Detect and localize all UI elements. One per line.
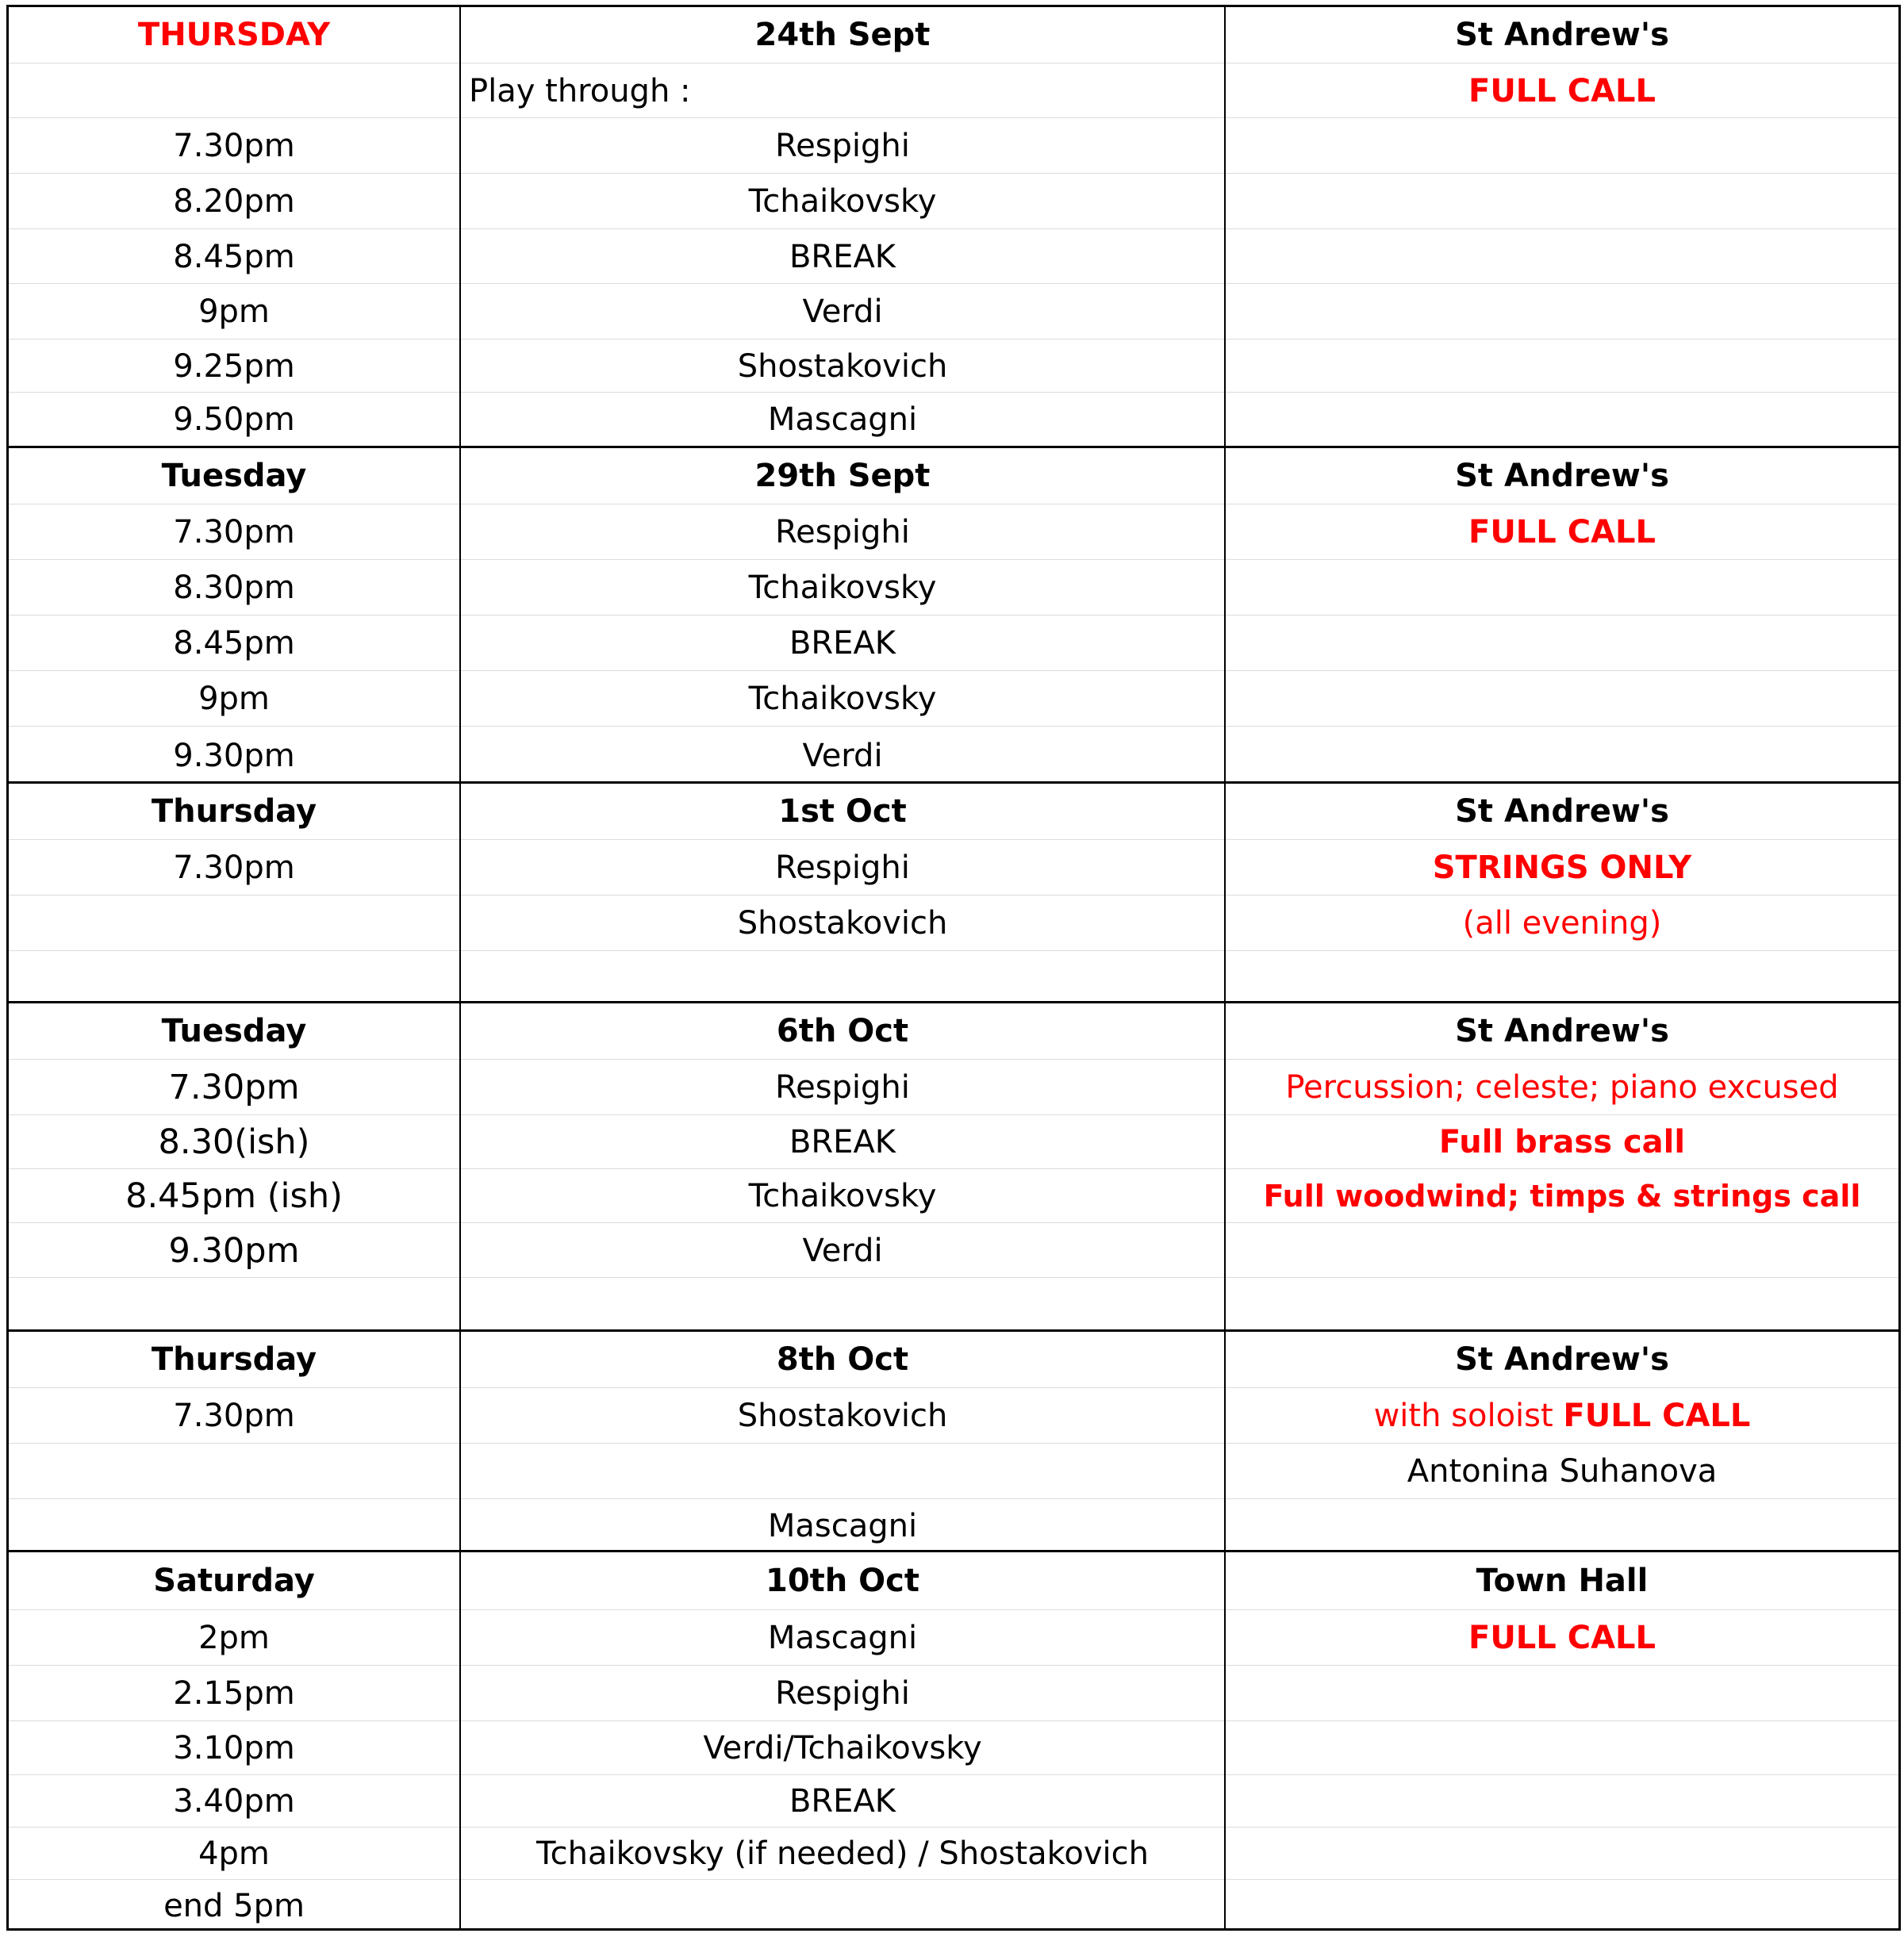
time-cell: 7.30pm bbox=[173, 1398, 295, 1434]
piece-cell: Respighi bbox=[775, 1069, 910, 1106]
time-cell: 8.30(ish) bbox=[158, 1122, 310, 1162]
time-cell: 8.45pm (ish) bbox=[125, 1176, 343, 1216]
table-row bbox=[9, 1114, 1898, 1169]
table-row bbox=[9, 1879, 1898, 1931]
table-row bbox=[9, 1222, 1898, 1278]
day-label: Saturday bbox=[153, 1563, 315, 1599]
table-row bbox=[9, 615, 1898, 671]
time-cell: end 5pm bbox=[163, 1887, 305, 1924]
table-row bbox=[9, 504, 1898, 560]
call-label: STRINGS ONLY bbox=[1432, 850, 1692, 886]
time-cell: 7.30pm bbox=[173, 514, 295, 550]
schedule-section-4 bbox=[9, 1001, 1898, 1332]
table-row bbox=[9, 339, 1898, 393]
venue-label: St Andrew's bbox=[1455, 1341, 1669, 1378]
table-row bbox=[9, 1498, 1898, 1553]
table-row bbox=[9, 1552, 1898, 1609]
table-row bbox=[9, 1059, 1898, 1115]
day-label: Tuesday bbox=[161, 1013, 307, 1049]
table-row bbox=[9, 726, 1898, 784]
piece-cell: Verdi/Tchaikovsky bbox=[703, 1730, 982, 1766]
piece-cell: Respighi bbox=[775, 514, 910, 550]
day-label: THURSDAY bbox=[137, 17, 331, 53]
venue-label: St Andrew's bbox=[1455, 1013, 1669, 1049]
time-cell: 9pm bbox=[198, 681, 270, 717]
soloist-name: Antonina Suhanova bbox=[1407, 1453, 1718, 1490]
piece-cell: Tchaikovsky bbox=[748, 681, 937, 717]
time-cell: 3.40pm bbox=[173, 1783, 295, 1820]
soloist-call bbox=[1226, 1388, 1898, 1444]
call-note: Percussion; celeste; piano excused bbox=[1285, 1069, 1839, 1106]
call-prefix: with soloist bbox=[1373, 1398, 1564, 1434]
schedule-section-3 bbox=[9, 781, 1898, 1003]
piece-cell: Tchaikovsky (if needed) / Shostakovich bbox=[536, 1835, 1150, 1872]
piece-cell: Tchaikovsky bbox=[748, 183, 937, 220]
column-divider bbox=[459, 7, 461, 1928]
time-cell: 4pm bbox=[198, 1835, 270, 1872]
venue-label: Town Hall bbox=[1476, 1563, 1649, 1599]
call-note: Full woodwind; timps & strings call bbox=[1263, 1179, 1861, 1214]
time-cell: 2pm bbox=[198, 1620, 270, 1656]
piece-cell: Verdi bbox=[802, 737, 883, 774]
date-label: 1st Oct bbox=[778, 793, 907, 830]
table-row bbox=[9, 1720, 1898, 1775]
table-row bbox=[9, 784, 1898, 839]
intro-text: Play through : bbox=[469, 72, 691, 109]
piece-cell: Mascagni bbox=[767, 401, 918, 438]
table-row bbox=[9, 1609, 1898, 1666]
table-row bbox=[9, 228, 1898, 284]
piece-cell: BREAK bbox=[789, 1124, 896, 1160]
piece-cell: BREAK bbox=[789, 238, 896, 275]
table-row bbox=[9, 1277, 1898, 1333]
call-note: (all evening) bbox=[1462, 905, 1662, 942]
piece-cell: Shostakovich bbox=[737, 1398, 948, 1434]
table-row bbox=[9, 1332, 1898, 1387]
table-row bbox=[9, 1665, 1898, 1721]
table-row bbox=[9, 1003, 1898, 1059]
piece-cell bbox=[461, 1880, 1224, 1931]
time-cell: 8.20pm bbox=[173, 183, 295, 220]
schedule-section-6 bbox=[9, 1550, 1898, 1931]
date-label: 6th Oct bbox=[776, 1013, 909, 1049]
table-row bbox=[9, 1827, 1898, 1880]
time-cell: 8.45pm bbox=[173, 625, 295, 662]
table-row bbox=[9, 839, 1898, 896]
date-label: 8th Oct bbox=[776, 1341, 909, 1378]
time-cell bbox=[9, 896, 459, 951]
venue-label: St Andrew's bbox=[1455, 793, 1669, 830]
schedule-section-2 bbox=[9, 446, 1898, 784]
table-row bbox=[9, 283, 1898, 339]
piece-cell: Verdi bbox=[802, 1232, 883, 1269]
rehearsal-schedule-table bbox=[6, 5, 1901, 1931]
day-label: Thursday bbox=[151, 1341, 317, 1378]
call-label: FULL CALL bbox=[1468, 514, 1656, 550]
table-row bbox=[9, 7, 1898, 63]
schedule-section-1 bbox=[9, 7, 1898, 446]
day-label: Tuesday bbox=[161, 458, 307, 494]
time-cell: 8.45pm bbox=[173, 238, 295, 275]
time-cell: 9pm bbox=[198, 293, 270, 330]
table-row bbox=[9, 117, 1898, 174]
date-label: 10th Oct bbox=[765, 1563, 920, 1599]
schedule-section-5 bbox=[9, 1329, 1898, 1552]
piece-cell: Tchaikovsky bbox=[748, 570, 937, 606]
piece-cell: Mascagni bbox=[767, 1620, 918, 1656]
table-row bbox=[9, 670, 1898, 727]
time-cell: 9.50pm bbox=[173, 401, 295, 438]
time-cell: 9.30pm bbox=[173, 737, 295, 774]
table-row bbox=[9, 1774, 1898, 1828]
table-row bbox=[9, 1168, 1898, 1223]
table-row bbox=[9, 173, 1898, 229]
piece-cell: Respighi bbox=[775, 850, 910, 886]
time-cell: 9.25pm bbox=[173, 347, 295, 385]
piece-cell: Verdi bbox=[802, 293, 883, 330]
table-row bbox=[9, 392, 1898, 447]
date-label: 24th Sept bbox=[754, 17, 931, 53]
table-row bbox=[9, 63, 1898, 118]
piece-cell: BREAK bbox=[789, 625, 896, 662]
venue-label: St Andrew's bbox=[1455, 17, 1669, 53]
table-row bbox=[9, 448, 1898, 504]
piece-cell: Respighi bbox=[775, 1675, 910, 1712]
call-label: FULL CALL bbox=[1468, 72, 1656, 109]
table-row bbox=[9, 1443, 1898, 1499]
piece-cell: Shostakovich bbox=[737, 905, 948, 942]
table-row bbox=[9, 559, 1898, 616]
time-cell: 7.30pm bbox=[173, 128, 295, 164]
time-cell: 7.30pm bbox=[173, 850, 295, 886]
table-row bbox=[9, 950, 1898, 1004]
time-cell: 7.30pm bbox=[168, 1068, 300, 1107]
call-label: FULL CALL bbox=[1563, 1398, 1751, 1434]
piece-cell: BREAK bbox=[789, 1783, 896, 1820]
venue-label: St Andrew's bbox=[1455, 458, 1669, 494]
table-row bbox=[9, 895, 1898, 951]
call-label: FULL CALL bbox=[1468, 1620, 1656, 1656]
time-cell: 9.30pm bbox=[168, 1230, 300, 1271]
piece-cell: Shostakovich bbox=[737, 347, 948, 385]
date-label: 29th Sept bbox=[754, 458, 931, 494]
piece-cell: Mascagni bbox=[767, 1508, 918, 1544]
table-row bbox=[9, 1387, 1898, 1444]
column-divider bbox=[1224, 7, 1226, 1928]
time-cell: 3.10pm bbox=[173, 1730, 295, 1766]
piece-cell: Respighi bbox=[775, 128, 910, 164]
time-cell: 8.30pm bbox=[173, 570, 295, 606]
day-label: Thursday bbox=[151, 793, 317, 830]
call-note: Full brass call bbox=[1438, 1124, 1686, 1160]
time-cell: 2.15pm bbox=[173, 1675, 295, 1712]
piece-cell: Tchaikovsky bbox=[748, 1178, 937, 1214]
